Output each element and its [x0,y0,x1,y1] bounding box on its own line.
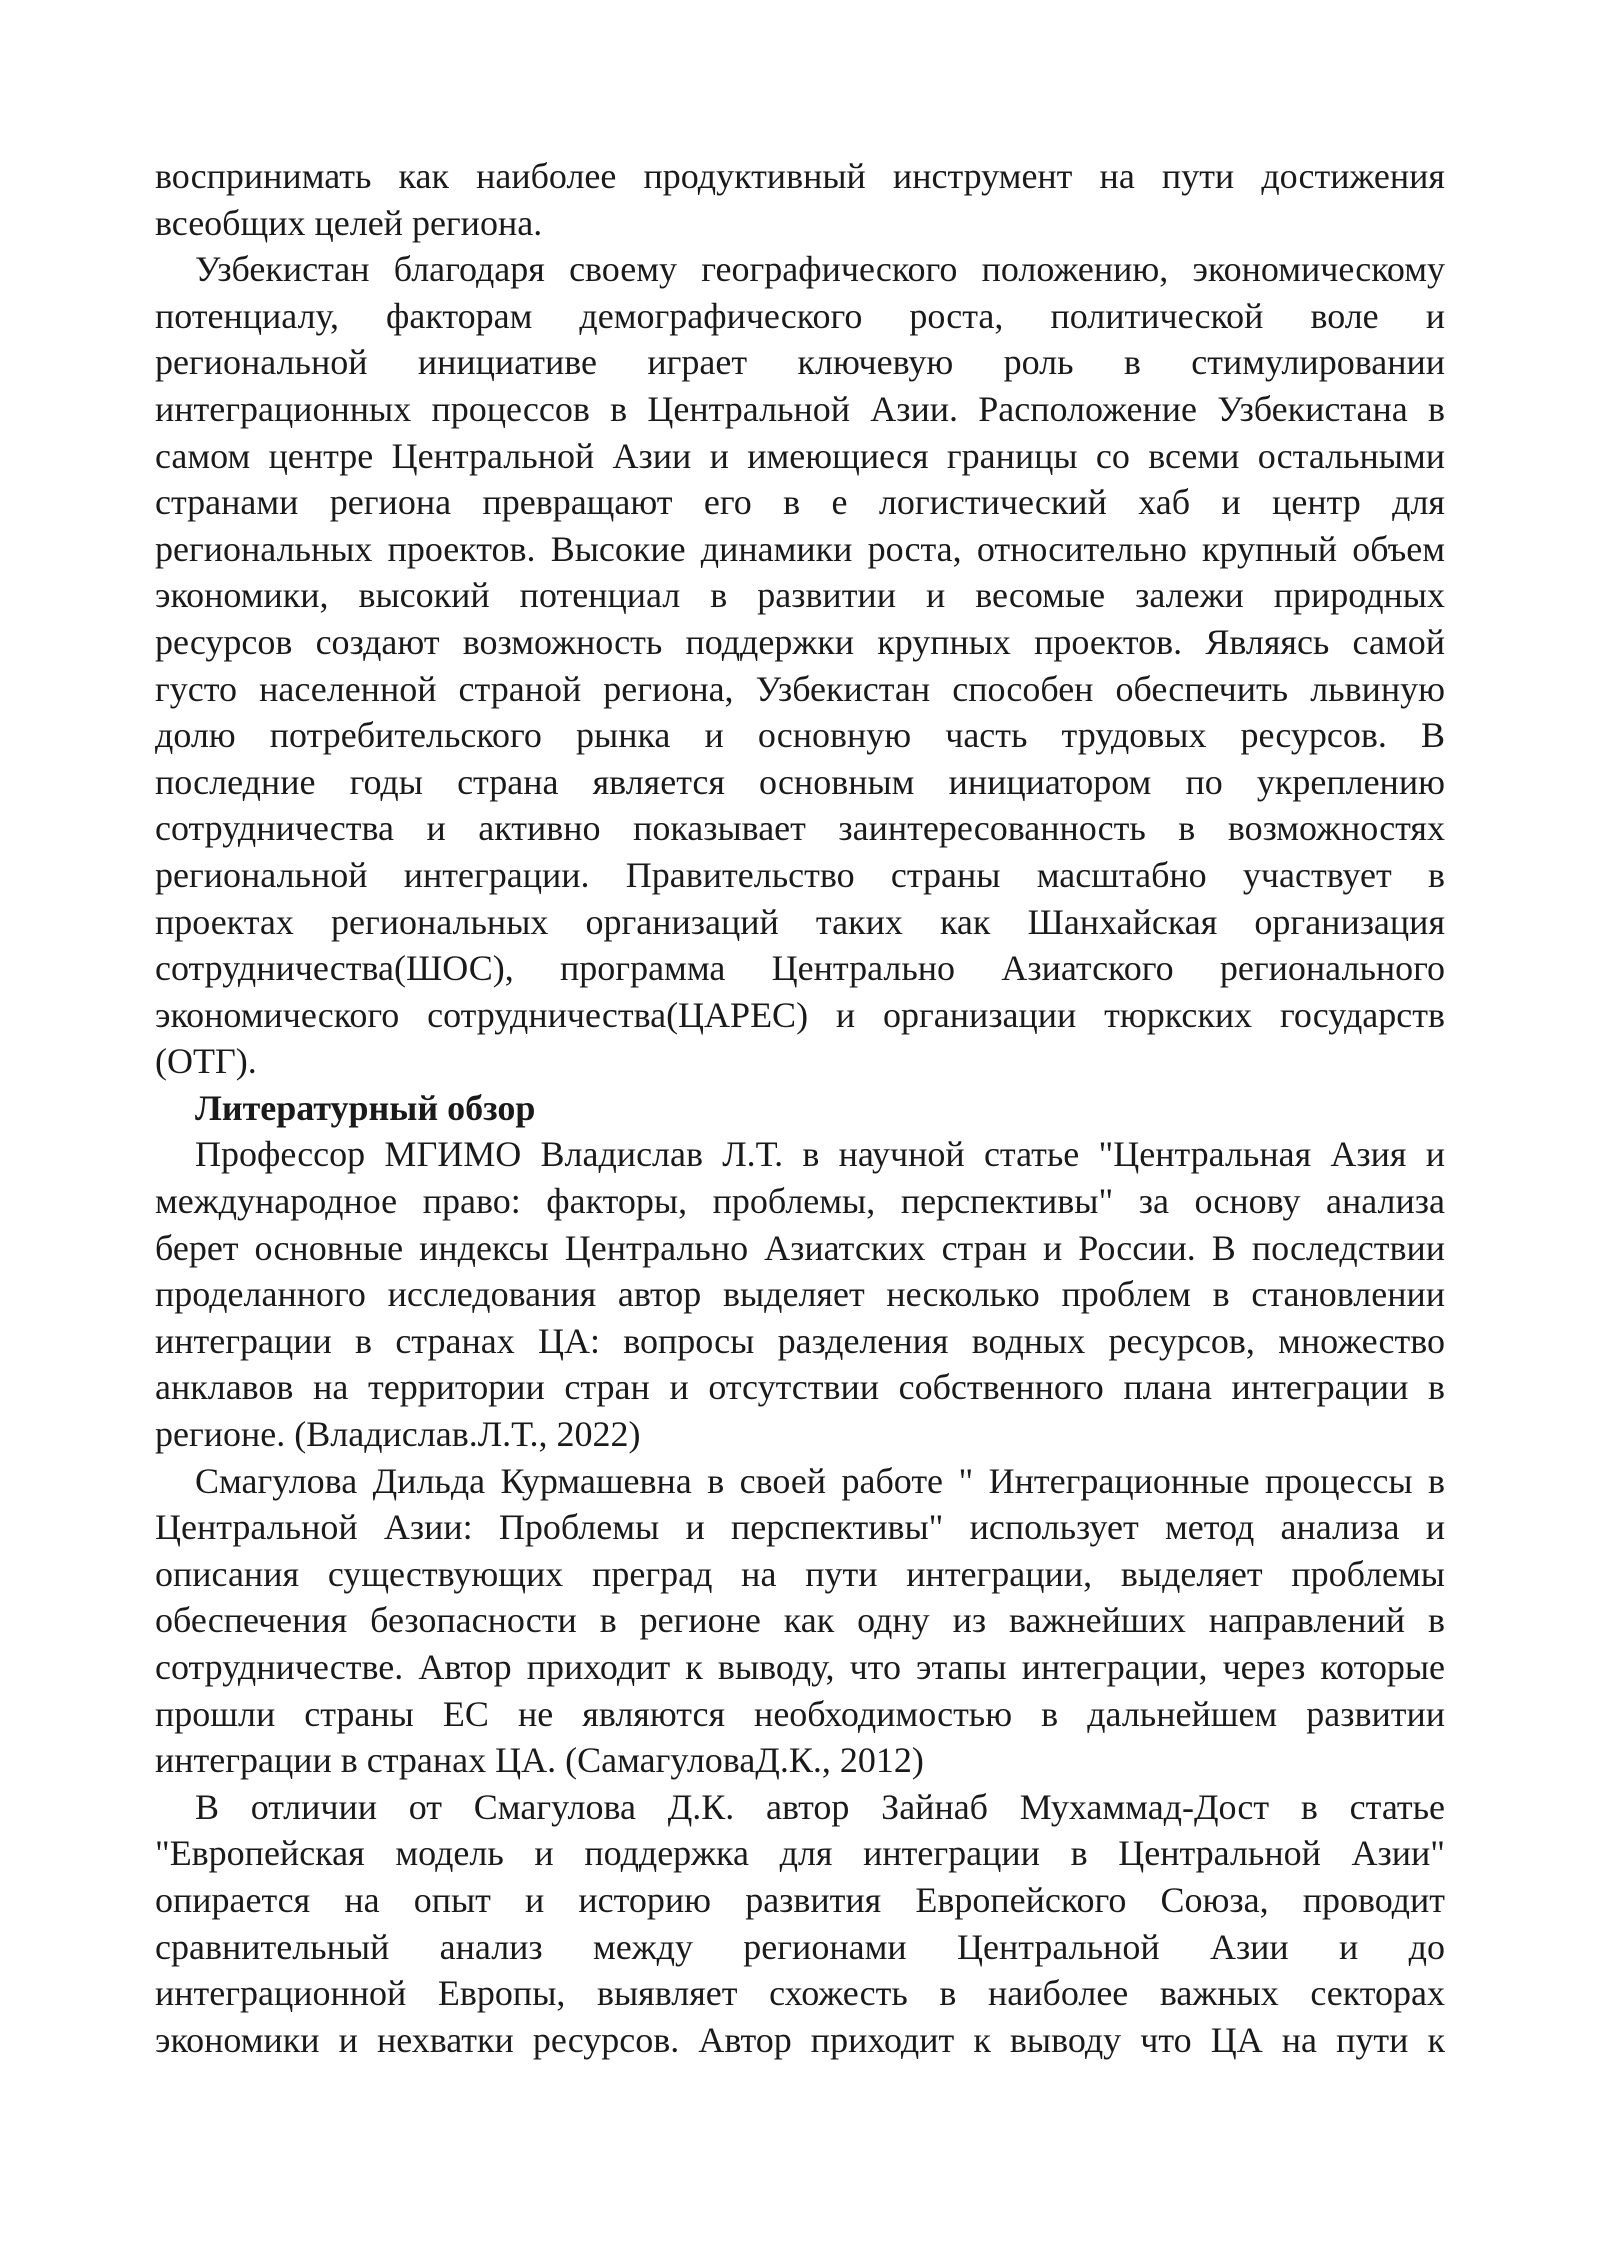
text-line: ресурсов создают возможность поддержки крупных проектов. Являясь самой [155,621,1445,662]
text-line: региональной интеграции. Правительство страны масштабно участвует в [155,854,1445,895]
text-line: интеграции в странах ЦА: вопросы разделения водных ресурсов, множество [155,1320,1445,1361]
text-line: Смагулова Дильда Курмашевна в своей работе " Интеграционные процессы в [195,1460,1445,1501]
text-line: экономики и нехватки ресурсов. Автор приходит к выводу что ЦА на пути к [155,2019,1445,2060]
text-line: последние годы страна является основным инициатором по укреплению [155,761,1445,802]
text-line: (ОТГ). [155,1041,257,1082]
text-line: долю потребительского рынка и основную часть трудовых ресурсов. В [155,715,1445,756]
text-line: интеграции в странах ЦА. (СамагуловаД.К., 2012) [155,1740,924,1781]
text-line: сравнительный анализ между регионами Центральной Азии и до [155,1926,1445,1967]
text-line: прошли страны ЕС не являются необходимостью в дальнейшем развитии [155,1693,1445,1734]
text-line: странами региона превращают его в е логистический хаб и центр для [155,482,1445,523]
section-heading: Литературный обзор [195,1087,536,1128]
text-line: сотрудничества(ШОС), программа Центрально Азиатского регионального [155,948,1445,989]
text-line: Профессор МГИМО Владислав Л.Т. в научной статье "Центральная Азия и [195,1134,1445,1175]
text-line: сотрудничества и активно показывает заинтересованность в возможностях [155,808,1445,849]
text-line: региональных проектов. Высокие динамики роста, относительно крупный объем [155,528,1445,569]
text-line: анклавов на территории стран и отсутствии собственного плана интеграции в [155,1367,1445,1408]
text-line: потенциалу, факторам демографического роста, политической воле и [155,295,1445,336]
text-line: описания существующих преград на пути интеграции, выделяет проблемы [155,1553,1445,1594]
text-line: густо населенной страной региона, Узбекистан способен обеспечить львиную [155,668,1445,709]
text-line: опирается на опыт и историю развития Европейского Союза, проводит [155,1879,1445,1920]
text-line: сотрудничестве. Автор приходит к выводу, что этапы интеграции, через которые [155,1647,1445,1687]
text-line: обеспечения безопасности в регионе как одну из важнейших направлений в [155,1600,1445,1641]
document-text-area [155,153,1445,2063]
text-line: В отличии от Смагулова Д.К. автор Зайнаб Мухаммад-Дост в статье [195,1786,1445,1827]
text-line: Узбекистан благодаря своему географического положению, экономическому [195,249,1445,290]
text-line: проделанного исследования автор выделяет несколько проблем в становлении [155,1274,1445,1315]
text-line: "Европейская модель и поддержка для интеграции в Центральной Азии" [155,1833,1445,1874]
text-line: экономического сотрудничества(ЦАРЕС) и организации тюркских государств [155,994,1445,1035]
text-line: региональной инициативе играет ключевую роль в стимулировании [155,342,1445,383]
text-line: интеграционной Европы, выявляет схожесть в наиболее важных секторах [155,1973,1445,2014]
text-line: экономики, высокий потенциал в развитии и весомые залежи природных [155,575,1445,616]
text-line: всеобщих целей региона. [155,202,543,243]
text-line: самом центре Центральной Азии и имеющиеся границы со всеми остальными [155,435,1445,476]
text-line: международное право: факторы, проблемы, перспективы" за основу анализа [155,1181,1445,1222]
text-line: воспринимать как наиболее продуктивный инструмент на пути достижения [155,156,1445,196]
text-line: регионе. (Владислав.Л.Т., 2022) [155,1414,641,1455]
text-line: проектах региональных организаций таких как Шанхайская организация [155,901,1445,942]
text-line: берет основные индексы Центрально Азиатских стран и России. В последствии [155,1227,1445,1268]
text-line: интеграционных процессов в Центральной Азии. Расположение Узбекистана в [155,388,1445,429]
text-line: Центральной Азии: Проблемы и перспективы" использует метод анализа и [155,1507,1445,1548]
